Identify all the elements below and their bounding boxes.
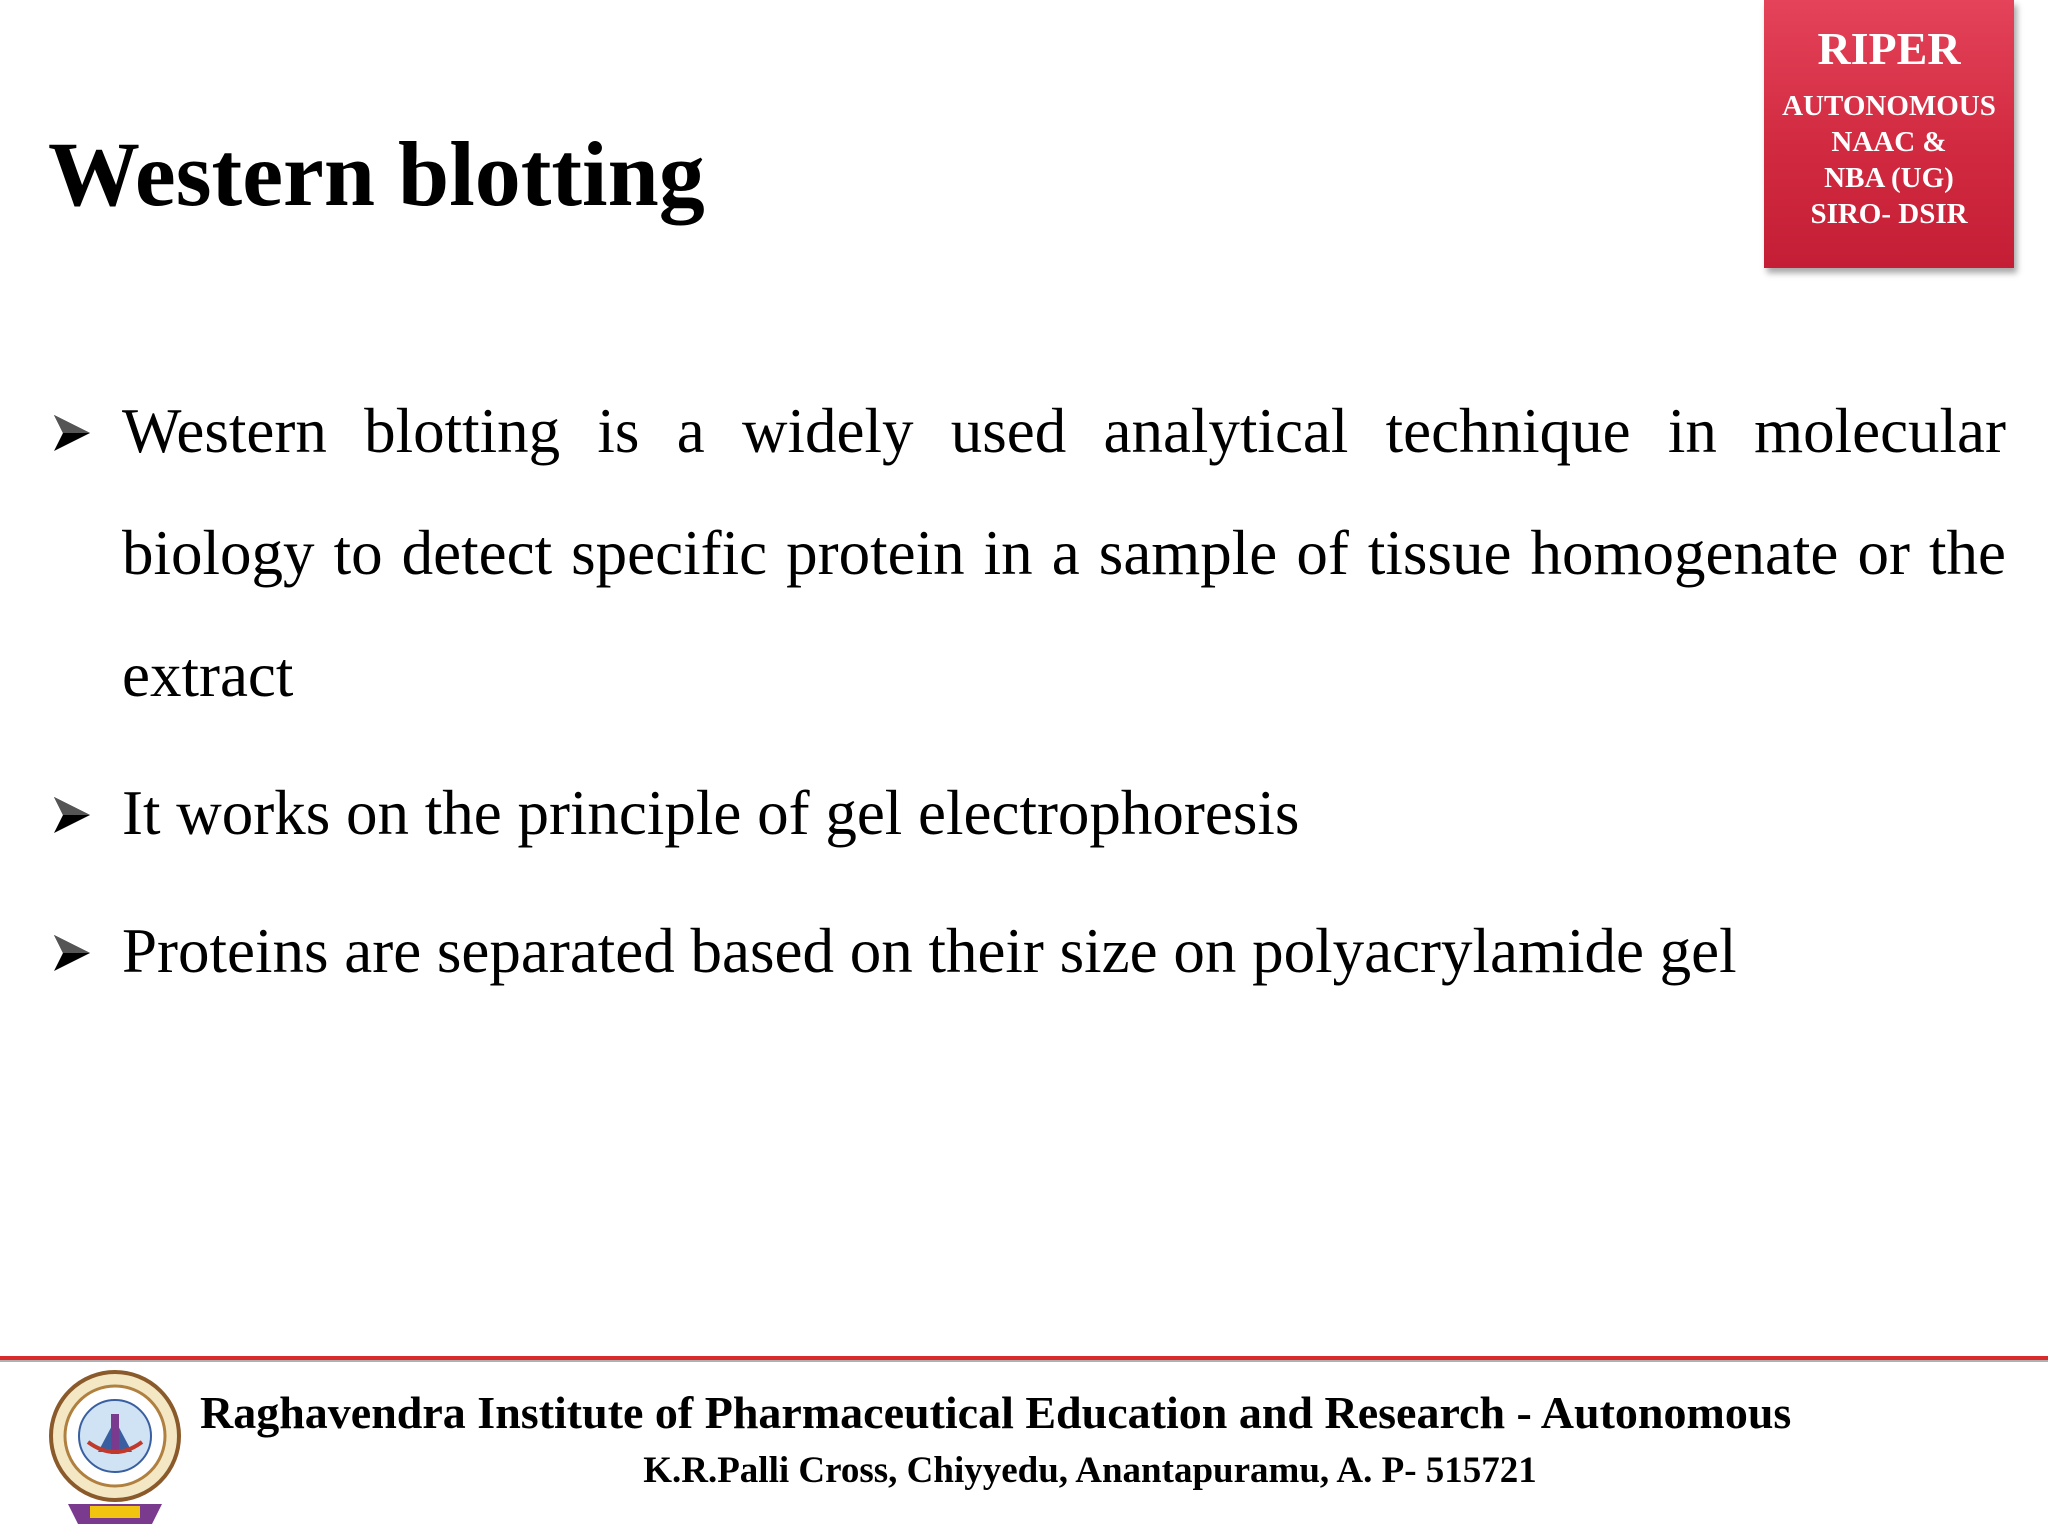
slide-title: Western blotting bbox=[48, 123, 705, 225]
badge-title: RIPER bbox=[1817, 23, 1961, 74]
footer-divider bbox=[0, 1356, 2048, 1362]
bullet-text: Western blotting is a widely used analytical technique in molecular biology to detect specific protein in a sample of tissue homogenate or the extract bbox=[122, 396, 2006, 710]
badge-line: NBA (UG) bbox=[1824, 162, 1954, 194]
arrowhead-bullet-icon bbox=[50, 931, 94, 975]
institute-name: Raghavendra Institute of Pharmaceutical Education and Research - Autonomous bbox=[200, 1387, 1792, 1438]
badge-line: SIRO- DSIR bbox=[1810, 198, 1968, 230]
bullet-text: It works on the principle of gel electrophoresis bbox=[122, 778, 1300, 848]
badge-line: AUTONOMOUS bbox=[1782, 90, 1996, 122]
institute-address: K.R.Palli Cross, Chiyyedu, Anantapuramu, A. P- 515721 bbox=[643, 1450, 1537, 1491]
institute-seal-icon bbox=[40, 1364, 190, 1532]
bullet-list bbox=[48, 370, 2006, 1012]
bullet-text: Proteins are separated based on their size on polyacrylamide gel bbox=[122, 916, 1737, 986]
bullet-item bbox=[48, 890, 2006, 1012]
badge-line: NAAC & bbox=[1831, 126, 1947, 158]
arrowhead-bullet-icon bbox=[50, 411, 94, 455]
bullet-item bbox=[48, 370, 2006, 736]
arrowhead-bullet-icon bbox=[50, 793, 94, 837]
bullet-item bbox=[48, 752, 2006, 874]
accreditation-badge bbox=[1764, 0, 2014, 268]
